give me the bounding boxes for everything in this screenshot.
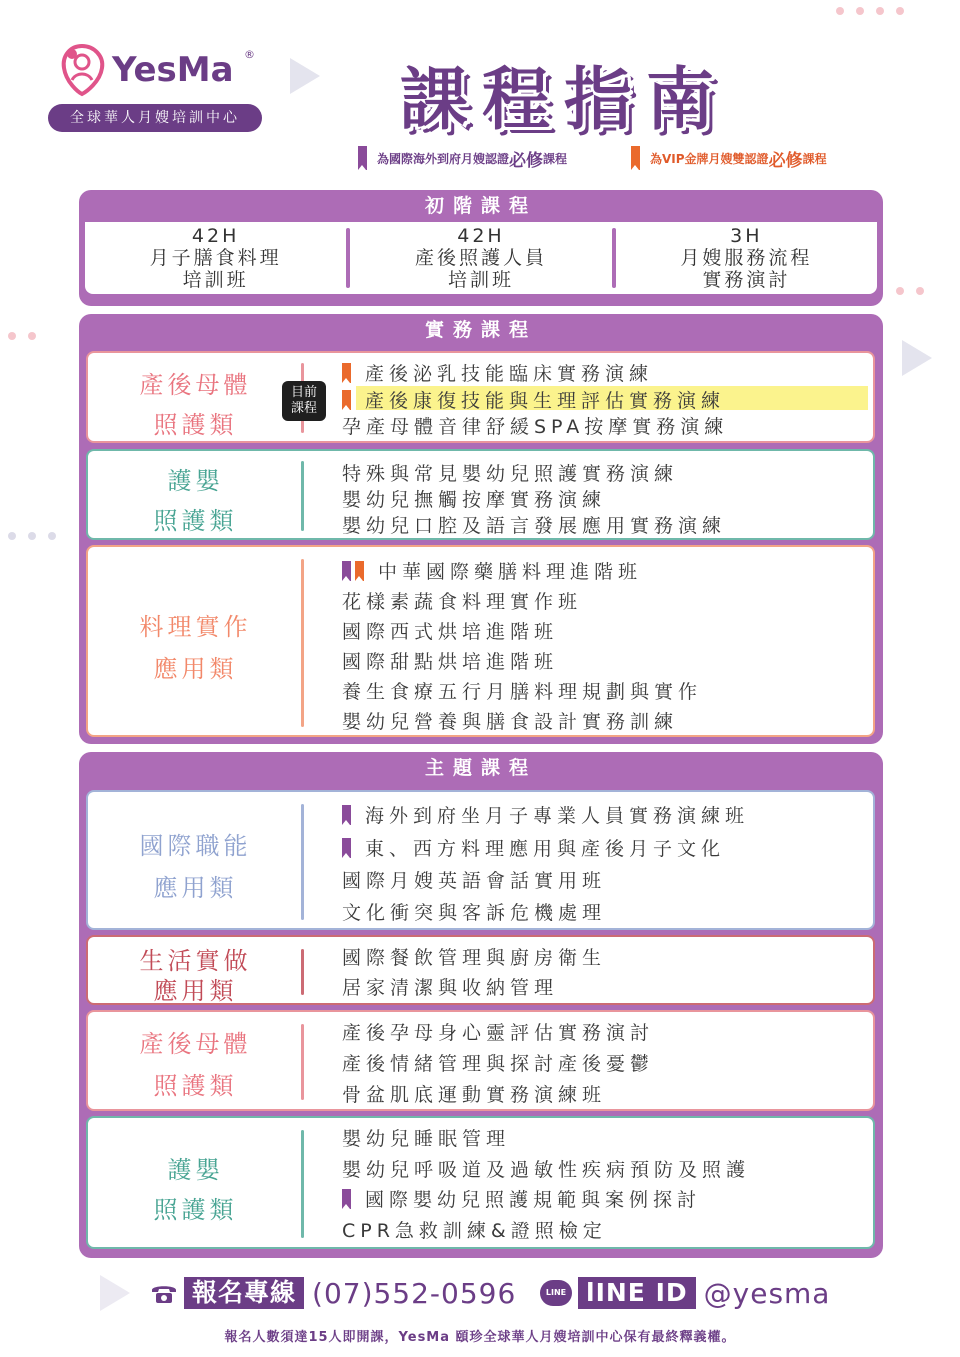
section-title-theme: 主題課程 xyxy=(424,757,537,779)
divider xyxy=(301,461,304,531)
category-infant-care xyxy=(86,449,875,540)
legend-item-purple xyxy=(358,146,567,170)
course-item: 養生食療五行月膳料理規劃與實作 xyxy=(342,681,703,703)
course-name-2: 培訓班 xyxy=(447,269,514,291)
phone-line xyxy=(150,1274,516,1312)
divider xyxy=(301,1130,304,1238)
line-id-value[interactable]: @yesma xyxy=(703,1276,831,1310)
category-international xyxy=(86,790,875,930)
category-label-2: 照護類 xyxy=(153,1072,238,1100)
course-item: 東、西方料理應用與產後月子文化 xyxy=(342,834,725,861)
decor-dots-left xyxy=(2,325,42,344)
decor-dots-top-right xyxy=(830,0,910,19)
line-label: lINE ID xyxy=(578,1277,696,1309)
course-item: 海外到府坐月子專業人員實務演練班 xyxy=(342,801,749,828)
phone-label: 報名專線 xyxy=(184,1277,304,1309)
orange-bookmark-icon xyxy=(355,561,364,581)
divider xyxy=(301,559,304,727)
category-postpartum-care-2 xyxy=(86,1010,875,1111)
decor-triangle xyxy=(902,340,932,376)
current-course-badge: 目前 課程 xyxy=(282,381,326,421)
course-item: 嬰幼兒睡眠管理 xyxy=(342,1128,511,1150)
course-hours: 42H xyxy=(191,225,240,247)
category-label: 護嬰 xyxy=(167,1156,224,1184)
legend-item-orange xyxy=(631,146,827,170)
category-label-2: 應用類 xyxy=(153,977,238,1005)
course-item: 國際餐飲管理與廚房衛生 xyxy=(342,947,607,969)
category-label: 護嬰 xyxy=(167,467,224,495)
course-name-2: 培訓班 xyxy=(182,269,249,291)
course-item: 國際西式烘培進階班 xyxy=(342,621,559,643)
course-item: 嬰幼兒口腔及語言發展應用實務演練 xyxy=(342,515,727,537)
course-item: 嬰幼兒呼吸道及過敏性疾病預防及照護 xyxy=(342,1159,751,1181)
course-item: 國際嬰幼兒照護規範與案例探討 xyxy=(342,1185,701,1212)
category-label: 產後母體 xyxy=(139,1030,252,1058)
category-label-2: 照護類 xyxy=(153,507,238,535)
decor-dots-right xyxy=(890,280,930,299)
category-label: 國際職能 xyxy=(139,832,252,860)
line-app-icon: LINE xyxy=(540,1280,572,1306)
legend-text: 為VIP金牌月嫂雙認證 xyxy=(650,151,769,166)
basic-courses-body xyxy=(85,222,877,294)
orange-bookmark-icon xyxy=(342,363,351,383)
course-item: 居家清潔與收納管理 xyxy=(342,977,559,999)
category-label-2: 應用類 xyxy=(153,655,238,683)
category-postpartum-care xyxy=(86,351,875,443)
category-label-2: 應用類 xyxy=(153,874,238,902)
orange-bookmark-icon xyxy=(631,146,640,170)
purple-bookmark-icon xyxy=(342,561,351,581)
course-item: 文化衝突與客訴危機處理 xyxy=(342,902,607,924)
decor-dots-left-2 xyxy=(2,525,62,544)
course-name: 月子膳食料理 xyxy=(149,247,282,269)
category-infant-care-2 xyxy=(86,1116,875,1249)
course-hours: 3H xyxy=(730,225,763,247)
purple-bookmark-icon xyxy=(342,805,351,825)
brand-subtitle: 全球華人月嫂培訓中心 xyxy=(48,104,262,132)
divider xyxy=(301,804,304,920)
mother-baby-logo-icon xyxy=(56,40,108,98)
page-title: 課程指南 xyxy=(400,61,729,140)
course-hours: 42H xyxy=(457,225,505,247)
brand-name: YesMa xyxy=(112,50,234,90)
course-name: 產後照護人員 xyxy=(414,247,547,269)
basic-courses-section xyxy=(79,190,883,306)
line-id xyxy=(540,1274,830,1312)
section-title-basic: 初階課程 xyxy=(424,195,537,217)
legend-text: 為國際海外到府月嫂認證 xyxy=(377,151,510,166)
course-item: 特殊與常見嬰幼兒照護實務演練 xyxy=(342,463,679,485)
basic-course-3 xyxy=(616,225,877,291)
course-item: 中華國際藥膳料理進階班 xyxy=(342,557,642,584)
legend-strong: 必修 xyxy=(768,150,803,171)
purple-bookmark-icon xyxy=(342,838,351,858)
course-item: 產後情緒管理與探討產後憂鬱 xyxy=(342,1053,655,1075)
course-name: 月嫂服務流程 xyxy=(680,247,813,269)
course-item: 嬰幼兒營養與膳食設計實務訓練 xyxy=(342,711,679,733)
legend-suffix: 課程 xyxy=(543,151,568,166)
course-item: 國際月嫂英語會話實用班 xyxy=(342,870,607,892)
course-item: 國際甜點烘培進階班 xyxy=(342,651,559,673)
course-item: 產後孕母身心靈評估實務演討 xyxy=(342,1022,655,1044)
divider xyxy=(301,949,304,995)
category-label-2: 照護類 xyxy=(153,411,238,439)
legend-suffix: 課程 xyxy=(802,151,827,166)
footer-note: 報名人數須達15人即開課，YesMa 頤珍全球華人月嫂培訓中心保有最終釋義權。 xyxy=(224,1330,736,1345)
divider xyxy=(301,1024,304,1100)
basic-course-1 xyxy=(85,225,346,291)
phone-number[interactable]: (07)552-0596 xyxy=(312,1276,517,1310)
course-item: 孕產母體音律舒緩SPA按摩實務演練 xyxy=(342,416,729,438)
registered-mark: ® xyxy=(244,48,255,61)
course-item: 嬰幼兒撫觸按摩實務演練 xyxy=(342,489,607,511)
course-item: 產後泌乳技能臨床實務演練 xyxy=(342,359,653,386)
category-cooking xyxy=(86,545,875,737)
category-label: 料理實作 xyxy=(139,613,252,641)
decor-triangle xyxy=(100,1275,130,1311)
course-item: CPR急救訓練&證照檢定 xyxy=(342,1220,607,1242)
category-label: 生活實做 xyxy=(139,947,252,975)
category-label: 產後母體 xyxy=(139,371,252,399)
phone-icon xyxy=(150,1282,178,1304)
course-item-current: 產後康復技能與生理評估實務演練 xyxy=(342,386,725,413)
brand-logo xyxy=(48,34,278,134)
orange-bookmark-icon xyxy=(342,390,351,410)
category-label-2: 照護類 xyxy=(153,1196,238,1224)
section-title-practice: 實務課程 xyxy=(424,319,537,341)
legend-strong: 必修 xyxy=(509,150,544,171)
decor-triangle xyxy=(290,58,320,94)
purple-bookmark-icon xyxy=(358,146,367,170)
course-item: 骨盆肌底運動實務演練班 xyxy=(342,1084,607,1106)
purple-bookmark-icon xyxy=(342,1189,351,1209)
course-name-2: 實務演討 xyxy=(702,269,791,291)
category-daily-life xyxy=(86,935,875,1005)
course-item: 花樣素蔬食料理實作班 xyxy=(342,591,583,613)
basic-course-2 xyxy=(350,225,611,291)
